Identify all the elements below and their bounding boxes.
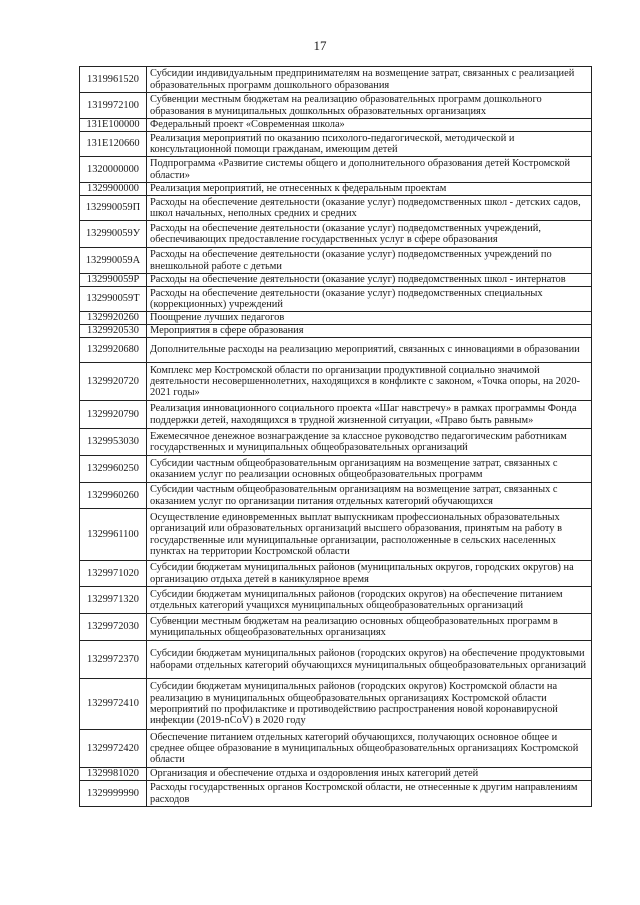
expense-description-cell: Ежемесячное денежное вознаграждение за классное руководство педагогическим работникам государственных и муниципальных общеобразовательных организаций bbox=[147, 429, 592, 456]
expense-description-cell: Обеспечение питанием отдельных категорий обучающихся, получающих основное общее и среднее общее образование в муниципальных общеобразовательных организациях Костромской области bbox=[147, 730, 592, 768]
page-number: 17 bbox=[313, 38, 327, 53]
table-row bbox=[80, 768, 592, 781]
expense-code-cell: 131E120660 bbox=[80, 132, 147, 157]
expense-description-cell: Дополнительные расходы на реализацию мероприятий, связанных с инновациями в образовании bbox=[147, 338, 592, 363]
expense-code-cell: 1320000000 bbox=[80, 157, 147, 183]
table-row bbox=[80, 679, 592, 730]
expense-description-cell: Расходы на обеспечение деятельности (оказание услуг) подведомственных учреждений по внешкольной работе с детьми bbox=[147, 248, 592, 274]
expense-description-cell: Субсидии индивидуальным предпринимателям на возмещение затрат, связанных с реализацией образовательных программ дошкольного образования bbox=[147, 67, 592, 93]
table-row bbox=[80, 730, 592, 768]
table-row bbox=[80, 67, 592, 93]
expense-code-cell: 1329971020 bbox=[80, 561, 147, 587]
expense-code-cell: 1329961100 bbox=[80, 509, 147, 561]
expense-description-cell: Федеральный проект «Современная школа» bbox=[147, 119, 592, 132]
table-row bbox=[80, 781, 592, 807]
expense-code-cell: 132990059У bbox=[80, 221, 147, 248]
table-row bbox=[80, 614, 592, 641]
table-row bbox=[80, 325, 592, 338]
table-row bbox=[80, 429, 592, 456]
expense-code-cell: 1329920680 bbox=[80, 338, 147, 363]
table-row bbox=[80, 456, 592, 483]
expense-code-cell: 1329953030 bbox=[80, 429, 147, 456]
expense-description-cell: Субвенции местным бюджетам на реализацию образовательных программ дошкольного образования в муниципальных дошкольных образовательных организациях bbox=[147, 93, 592, 119]
expense-code-cell: 132990059Т bbox=[80, 287, 147, 312]
expense-description-cell: Субсидии бюджетам муниципальных районов (городских округов) на обеспечение питанием отдельных категорий учащихся муниципальных общеобразовательных организаций bbox=[147, 587, 592, 614]
expense-description-cell: Осуществление единовременных выплат выпускникам профессиональных образовательных организаций или образовательных организаций высшего образования, принятым на работу в государственные или муниципальные организации, расположенные в сельских населенных пунктах на территории Костромской области bbox=[147, 509, 592, 561]
expense-code-cell: 1329960260 bbox=[80, 483, 147, 509]
expense-code-cell: 1319961520 bbox=[80, 67, 147, 93]
expense-code-cell: 1329972370 bbox=[80, 641, 147, 679]
expense-description-cell: Субсидии бюджетам муниципальных районов (городских округов) Костромской области на реализацию в муниципальных общеобразовательных организациях Костромской области мероприятий по профилактике и противодействию распространения новой коронавирусной инфекции (2019-nCoV) в 2020 году bbox=[147, 679, 592, 730]
table-row bbox=[80, 157, 592, 183]
table-row bbox=[80, 561, 592, 587]
expense-description-cell: Подпрограмма «Развитие системы общего и дополнительного образования детей Костромской области» bbox=[147, 157, 592, 183]
table-row bbox=[80, 363, 592, 401]
expense-code-cell: 1329920720 bbox=[80, 363, 147, 401]
table-row bbox=[80, 119, 592, 132]
table-row bbox=[80, 641, 592, 679]
expense-code-cell: 1329920530 bbox=[80, 325, 147, 338]
table-row bbox=[80, 483, 592, 509]
table-row bbox=[80, 196, 592, 221]
expense-description-cell: Субсидии бюджетам муниципальных районов (городских округов) на обеспечение продуктовыми наборами отдельных категорий обучающихся муниципальных общеобразовательных организаций bbox=[147, 641, 592, 679]
expense-description-cell: Реализация инновационного социального проекта «Шаг навстречу» в рамках программы Фонда поддержки детей, находящихся в трудной жизненной ситуации, «Право быть равным» bbox=[147, 401, 592, 429]
expense-code-cell: 132990059П bbox=[80, 196, 147, 221]
expense-code-cell: 1329999990 bbox=[80, 781, 147, 807]
expense-code-cell: 131E100000 bbox=[80, 119, 147, 132]
expense-description-cell: Реализация мероприятий, не отнесенных к федеральным проектам bbox=[147, 183, 592, 196]
expense-code-cell: 1329900000 bbox=[80, 183, 147, 196]
expense-code-cell: 1329972030 bbox=[80, 614, 147, 641]
expense-description-cell: Субсидии бюджетам муниципальных районов (муниципальных округов, городских округов) на организацию отдыха детей в каникулярное время bbox=[147, 561, 592, 587]
table-row bbox=[80, 287, 592, 312]
expense-description-cell: Расходы на обеспечение деятельности (оказание услуг) подведомственных школ - интернатов bbox=[147, 274, 592, 287]
expense-description-cell: Расходы государственных органов Костромской области, не отнесенные к другим направлениям расходов bbox=[147, 781, 592, 807]
table-row bbox=[80, 93, 592, 119]
table-row bbox=[80, 274, 592, 287]
table-row bbox=[80, 248, 592, 274]
expense-description-cell: Субсидии частным общеобразовательным организациям на возмещение затрат, связанных с оказанием услуг по реализации основных общеобразовательных программ bbox=[147, 456, 592, 483]
table-row bbox=[80, 338, 592, 363]
table-row bbox=[80, 509, 592, 561]
expense-code-cell: 1319972100 bbox=[80, 93, 147, 119]
table-row bbox=[80, 401, 592, 429]
expense-description-cell: Организация и обеспечение отдыха и оздоровления иных категорий детей bbox=[147, 768, 592, 781]
table-row bbox=[80, 221, 592, 248]
expense-description-cell: Субвенции местным бюджетам на реализацию основных общеобразовательных программ в муниципальных общеобразовательных организациях bbox=[147, 614, 592, 641]
expense-code-cell: 1329972420 bbox=[80, 730, 147, 768]
expense-description-cell: Расходы на обеспечение деятельности (оказание услуг) подведомственных учреждений, обеспечивающих предоставление государственных услуг в сфере образования bbox=[147, 221, 592, 248]
expense-code-cell: 1329920260 bbox=[80, 312, 147, 325]
expense-description-cell: Мероприятия в сфере образования bbox=[147, 325, 592, 338]
expense-description-cell: Субсидии частным общеобразовательным организациям на возмещение затрат, связанных с оказанием услуг по организации питания отдельных категорий обучающихся bbox=[147, 483, 592, 509]
expense-description-cell: Расходы на обеспечение деятельности (оказание услуг) подведомственных специальных (коррекционных) учреждений bbox=[147, 287, 592, 312]
table-row bbox=[80, 132, 592, 157]
expense-description-cell: Поощрение лучших педагогов bbox=[147, 312, 592, 325]
expense-code-cell: 132990059А bbox=[80, 248, 147, 274]
expense-code-cell: 1329972410 bbox=[80, 679, 147, 730]
expense-description-cell: Расходы на обеспечение деятельности (оказание услуг) подведомственных школ - детских садов, школ начальных, неполных средних и средних bbox=[147, 196, 592, 221]
table-row bbox=[80, 183, 592, 196]
table-row bbox=[80, 312, 592, 325]
expense-code-cell: 1329920790 bbox=[80, 401, 147, 429]
budget-codes-table bbox=[79, 66, 592, 807]
table-row bbox=[80, 587, 592, 614]
expense-code-cell: 1329971320 bbox=[80, 587, 147, 614]
expense-code-cell: 1329960250 bbox=[80, 456, 147, 483]
expense-description-cell: Комплекс мер Костромской области по организации продуктивной социально значимой деятельности несовершеннолетних, находящихся в конфликте с законом, «Точка опоры, на 2020-2021 годы» bbox=[147, 363, 592, 401]
expense-code-cell: 132990059Р bbox=[80, 274, 147, 287]
expense-code-cell: 1329981020 bbox=[80, 768, 147, 781]
expense-description-cell: Реализация мероприятий по оказанию психолого-педагогической, методической и консультационной помощи гражданам, имеющим детей bbox=[147, 132, 592, 157]
